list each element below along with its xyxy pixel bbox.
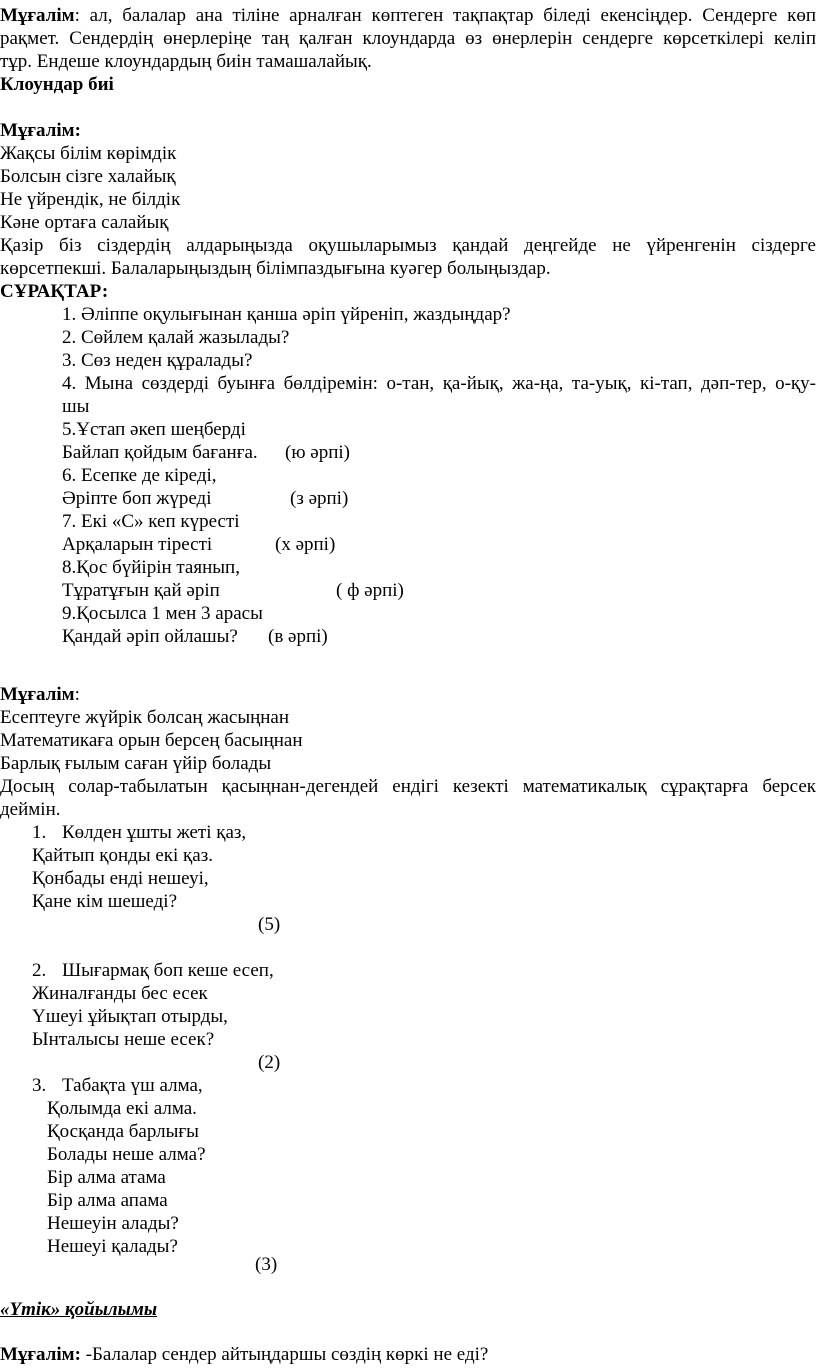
problem-line: Қосқанда барлығы <box>47 1121 199 1142</box>
verse-line: Не үйрендік, не білдік <box>0 189 181 210</box>
problem-line: Бір алма апама <box>47 1190 168 1211</box>
problem-line: Табақта үш алма, <box>62 1075 203 1096</box>
question-line: 5.Ұстап әкеп шеңберді <box>62 419 246 440</box>
problem-answer: (2) <box>258 1052 281 1073</box>
question-line: 7. Екі «С» кеп күресті <box>62 511 240 532</box>
question-line: Әріпте боп жүреді <box>62 488 212 509</box>
problem-line: Қайтып қонды екі қаз. <box>32 845 213 866</box>
problem-line: Болады неше алма? <box>47 1144 206 1165</box>
paragraph-line: Қазір біз сіздердің алдарыңызда оқушыларымыз қандай деңгейде не үйренгенін сіздерге <box>0 235 816 256</box>
problem-number: 2. <box>32 960 47 981</box>
math-speaker: Мұғалім: <box>0 684 80 705</box>
problem-number: 1. <box>32 822 47 843</box>
riddle-answer: (ю әрпі) <box>285 442 350 463</box>
intro-line-1: Мұғалім: ал, балалар ана тіліне арналған көптеген тақпақтар біледі екенсіңдер. Сендерге көп <box>0 5 816 26</box>
riddle-answer: (в әрпі) <box>268 626 328 647</box>
problem-line: Шығармақ боп кеше есеп, <box>62 960 274 981</box>
intro-line-2: рақмет. Сендердің өнерлеріңе таң қалған клоундарда өз өнерлерін сендерге көрсеткілері келіп <box>0 28 816 49</box>
riddle-answer: ( ф әрпі) <box>336 580 404 601</box>
question-line: 2. Сөйлем қалай жазылады? <box>62 327 290 348</box>
verse-line: Жақсы білім көрімдік <box>0 143 177 164</box>
problem-line: Нешеуі қалады? <box>47 1236 178 1257</box>
question-line: Байлап қойдым бағанға. <box>62 442 258 463</box>
problem-answer: (3) <box>255 1254 278 1275</box>
problem-line: Нешеуін алады? <box>47 1213 179 1234</box>
question-line: 8.Қос бүйірін таянып, <box>62 557 240 578</box>
questions-heading: СҰРАҚТАР: <box>0 281 109 302</box>
problem-line: Қолымда екі алма. <box>47 1098 197 1119</box>
paragraph-line: Досың солар-табылатын қасыңнан-дегендей ендігі кезекті математикалық сұрақтарға берсек <box>0 776 816 797</box>
problem-line: Үшеуі ұйықтап отырды, <box>32 1006 228 1027</box>
teacher-verse-speaker: Мұғалім: <box>0 120 81 141</box>
dance-heading: Клоундар биі <box>0 74 114 95</box>
verse-line: Есептеуге жүйрік болсаң жасыңнан <box>0 707 290 728</box>
paragraph-line: көрсетпекші. Балаларыңыздың білімпаздығына куәгер болыңыздар. <box>0 258 551 279</box>
question-line: Тұратұғын қай әріп <box>62 580 220 601</box>
problem-line: Бір алма атама <box>47 1167 166 1188</box>
problem-line: Қане кім шешеді? <box>32 891 177 912</box>
verse-line: Барлық ғылым саған үйір болады <box>0 753 272 774</box>
verse-line: Болсын сізге халайық <box>0 166 176 187</box>
question-line: 9.Қосылса 1 мен 3 арасы <box>62 603 263 624</box>
verse-line: Математикаға орын берсең басыңнан <box>0 730 303 751</box>
question-line: шы <box>62 396 90 417</box>
intro-line-3: тұр. Ендеше клоундардың биін тамашалайық. <box>0 51 372 72</box>
scene-title: «Үтік» қойылымы <box>0 1299 158 1320</box>
riddle-answer: (х әрпі) <box>275 534 336 555</box>
problem-line: Ынталысы неше есек? <box>32 1029 215 1050</box>
problem-line: Жиналғанды бес есек <box>32 983 208 1004</box>
question-line: Қандай әріп ойлашы? <box>62 626 238 647</box>
verse-line: Кәне ортаға салайық <box>0 212 169 233</box>
problem-answer: (5) <box>258 914 281 935</box>
paragraph-line: деймін. <box>0 799 61 820</box>
question-line: 4. Мына сөздерді буынға бөлдіремін: о-тан, қа-йық, жа-ңа, та-уық, кі-тап, дәп-тер, о-қу- <box>62 373 816 394</box>
question-line: 3. Сөз неден құралады? <box>62 350 253 371</box>
question-line: 1. Әліппе оқулығынан қанша әріп үйреніп, жаздыңдар? <box>62 304 511 325</box>
question-line: Арқаларын тіресті <box>62 534 213 555</box>
problem-line: Қонбады енді нешеуі, <box>32 868 209 889</box>
riddle-answer: (з әрпі) <box>290 488 349 509</box>
question-line: 6. Есепке де кіреді, <box>62 465 217 486</box>
final-line: Мұғалім: -Балалар сендер айтыңдаршы сөздің көркі не еді? <box>0 1344 489 1365</box>
problem-number: 3. <box>32 1075 47 1096</box>
problem-line: Көлден ұшты жеті қаз, <box>62 822 247 843</box>
speaker-label: Мұғалім <box>0 5 75 26</box>
